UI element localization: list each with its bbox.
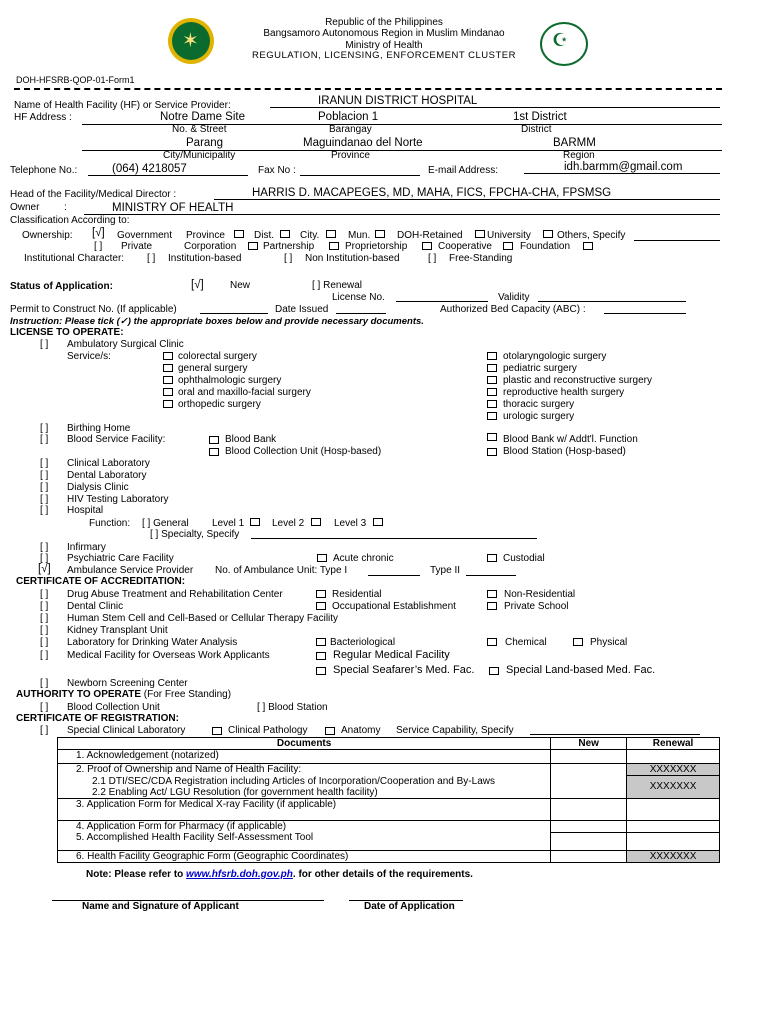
validity-line[interactable]	[538, 301, 686, 302]
service-checkbox[interactable]	[487, 412, 497, 420]
renewal-cell: XXXXXXX	[627, 776, 720, 799]
dialysis-label: Dialysis Clinic	[67, 482, 129, 493]
service-left-3: oral and maxillo-facial surgery	[178, 387, 311, 398]
acute-chronic-checkbox[interactable]	[317, 554, 327, 562]
permit-line[interactable]	[200, 313, 268, 314]
document-name: 4. Application Form for Pharmacy (if applicable)	[58, 820, 551, 832]
service-checkbox[interactable]	[487, 388, 497, 396]
private-school-label: Private School	[504, 601, 569, 612]
physical-checkbox[interactable]	[573, 638, 583, 646]
custodial-label: Custodial	[503, 553, 545, 564]
private-label: Private	[121, 241, 153, 252]
service-left-4: orthopedic surgery	[178, 399, 261, 410]
renewal-cell[interactable]	[627, 750, 720, 764]
owner-label: Owner	[10, 202, 40, 213]
table-row	[58, 764, 720, 776]
table-row	[58, 750, 720, 764]
government-check[interactable]: [√]	[92, 227, 105, 239]
service-capability-label: Service Capability, Specify	[396, 725, 514, 736]
special-lab-bracket[interactable]: [ ]	[40, 725, 49, 736]
level1-checkbox[interactable]	[250, 518, 260, 526]
header-line2: Bangsamoro Autonomous Region in Muslim Mindanao	[263, 28, 505, 39]
new-cell[interactable]	[551, 798, 627, 820]
seafarer-label: Special Seafarer’s Med. Fac.	[333, 664, 475, 676]
blood-bank-checkbox[interactable]	[209, 436, 219, 444]
header-line1: Republic of the Philippines	[325, 17, 443, 28]
cooperative-checkbox[interactable]	[503, 242, 513, 250]
renewal-cell: XXXXXXX	[627, 850, 720, 862]
type2-line[interactable]	[466, 575, 516, 576]
type1-line[interactable]	[368, 575, 420, 576]
requirements-note	[86, 869, 473, 880]
permit-label: Permit to Construct No. (If applicable)	[10, 304, 177, 315]
date-issued-label: Date Issued	[275, 304, 329, 315]
region-value[interactable]: BARMM	[553, 137, 596, 149]
table-header-row	[58, 738, 720, 750]
telephone-value[interactable]: (064) 4218057	[88, 163, 248, 176]
chemical-label: Chemical	[505, 637, 547, 648]
ofw-label: Medical Facility for Overseas Work Applicants	[67, 650, 270, 661]
hiv-label: HIV Testing Laboratory	[67, 494, 169, 505]
email-value[interactable]: idh.barmm@gmail.com	[524, 161, 720, 174]
custodial-checkbox[interactable]	[487, 554, 497, 562]
service-right-3: reproductive health surgery	[503, 387, 625, 398]
authority-title: AUTHORITY TO OPERATE	[16, 689, 142, 700]
document-name: 5. Accomplished Health Facility Self-Assessment Tool	[58, 832, 551, 850]
province-caption: Province	[331, 150, 370, 161]
renewal-header: Renewal	[627, 738, 720, 750]
water-bracket[interactable]: [ ]	[40, 637, 49, 648]
new-header: New	[551, 738, 627, 750]
occupational-checkbox[interactable]	[316, 602, 326, 610]
blood-collection-ato-label: Blood Collection Unit	[67, 702, 160, 713]
new-cell[interactable]	[551, 832, 627, 850]
service-checkbox[interactable]	[163, 364, 173, 372]
dental-clinic-bracket[interactable]: [ ]	[40, 601, 49, 612]
free-standing-bracket[interactable]: [ ]	[428, 253, 437, 264]
owner-colon: :	[64, 202, 67, 213]
dental-lab-bracket[interactable]: [ ]	[40, 470, 49, 481]
service-checkbox[interactable]	[487, 376, 497, 384]
private-school-checkbox[interactable]	[487, 602, 497, 610]
telephone-label: Telephone No.:	[10, 165, 78, 176]
type2-label: Type II	[430, 565, 461, 576]
blood-bank-addtl-checkbox[interactable]	[487, 433, 497, 441]
facility-name-label: Name of Health Facility (HF) or Service Provider:	[14, 100, 231, 111]
region-caption: Region	[563, 150, 595, 161]
ambulance-check[interactable]: [√]	[38, 563, 51, 575]
owner-value[interactable]: MINISTRY OF HEALTH	[84, 202, 720, 215]
foundation-checkbox[interactable]	[583, 242, 593, 250]
barangay-caption: Barangay	[329, 124, 372, 135]
document-name: 2.1 DTI/SEC/CDA Registration including Articles of Incorporation/Cooperation and By-Laws	[58, 776, 551, 787]
function-specialty[interactable]: [ ] Specialty, Specify	[150, 529, 240, 540]
asc-bracket[interactable]: [ ]	[40, 339, 49, 350]
hospital-bracket[interactable]: [ ]	[40, 505, 49, 516]
city-value[interactable]: Parang	[186, 137, 224, 149]
license-no-label: License No.	[332, 292, 385, 303]
status-label: Status of Application:	[10, 281, 113, 292]
specialty-line[interactable]	[251, 538, 537, 539]
validity-label: Validity	[498, 292, 530, 303]
date-label: Date of Application	[364, 901, 455, 912]
new-cell[interactable]	[551, 750, 627, 764]
document-name: 2.2 Enabling Act/ LGU Resolution (for government health facility)	[58, 787, 551, 799]
proprietorship-option: Proprietorship	[345, 241, 408, 252]
blood-station-ato[interactable]: [ ] Blood Station	[257, 702, 328, 713]
fax-field[interactable]	[300, 163, 420, 176]
table-row	[58, 832, 720, 850]
residential-label: Residential	[332, 589, 382, 600]
psychiatric-bracket[interactable]: [ ]	[40, 553, 49, 564]
institution-based-bracket[interactable]: [ ]	[147, 253, 156, 264]
doh-retained-checkbox[interactable]	[475, 230, 485, 238]
non-institution-label: Non Institution-based	[305, 253, 400, 264]
table-row	[58, 820, 720, 832]
dental-lab-label: Dental Laboratory	[67, 470, 147, 481]
service-right-1: pediatric surgery	[503, 363, 577, 374]
province-checkbox[interactable]	[234, 230, 244, 238]
special-lab-label: Special Clinical Laboratory	[67, 725, 186, 736]
authority-subtitle: (For Free Standing)	[143, 689, 232, 700]
address-label: HF Address :	[14, 112, 72, 123]
level3-checkbox[interactable]	[373, 518, 383, 526]
blood-station-checkbox[interactable]	[487, 448, 497, 456]
kidney-bracket[interactable]: [ ]	[40, 625, 49, 636]
asc-label: Ambulatory Surgical Clinic	[67, 339, 184, 350]
clinical-lab-bracket[interactable]: [ ]	[40, 458, 49, 469]
level1-label: Level 1	[212, 518, 245, 529]
authority-heading	[16, 689, 231, 700]
blood-bank-addtl-label: Blood Bank w/ Addt'l. Function	[503, 434, 638, 445]
city-checkbox[interactable]	[326, 230, 336, 238]
table-row	[58, 798, 720, 820]
free-standing-label: Free-Standing	[449, 253, 513, 264]
status-renewal[interactable]: [ ] Renewal	[312, 280, 363, 291]
others-specify-line	[634, 240, 720, 241]
ambulance-label: Ambulance Service Provider	[67, 565, 194, 576]
district-caption: District	[521, 124, 552, 135]
fax-label: Fax No :	[258, 165, 296, 176]
renewal-cell[interactable]	[627, 832, 720, 850]
abc-line[interactable]	[604, 313, 686, 314]
renewal-cell[interactable]	[627, 820, 720, 832]
function-label: Function:	[89, 518, 131, 529]
new-cell[interactable]	[551, 820, 627, 832]
corporation-checkbox[interactable]	[248, 242, 258, 250]
service-right-5: urologic surgery	[503, 411, 575, 422]
blood-collection-checkbox[interactable]	[209, 448, 219, 456]
clinical-lab-label: Clinical Laboratory	[67, 458, 150, 469]
service-checkbox[interactable]	[487, 400, 497, 408]
regular-med-checkbox[interactable]	[316, 652, 326, 660]
instruction-text: Instruction: Please tick (✓) the appropriate boxes below and provide necessary documents.	[10, 316, 424, 327]
note-prefix: Note: Please refer to	[86, 869, 184, 880]
form-code: DOH-HFSRB-QOP-01-Form1	[16, 75, 135, 85]
hfsrb-link[interactable]: www.hfsrb.doh.gov.ph	[186, 869, 293, 880]
new-cell[interactable]	[551, 764, 627, 776]
corporation-option: Corporation	[184, 241, 237, 252]
signature-label: Name and Signature of Applicant	[82, 901, 239, 912]
email-label: E-mail Address:	[428, 165, 499, 176]
level3-label: Level 3	[334, 518, 367, 529]
ofw-bracket[interactable]: [ ]	[40, 650, 49, 661]
document-name: 2. Proof of Ownership and Name of Health Facility:	[58, 764, 551, 776]
regular-med-label: Regular Medical Facility	[333, 649, 450, 661]
bacteriological-checkbox[interactable]	[316, 638, 326, 646]
service-right-0: otolaryngologic surgery	[503, 351, 607, 362]
hospital-label: Hospital	[67, 505, 104, 516]
private-bracket[interactable]: [ ]	[94, 241, 103, 252]
government-label: Government	[117, 230, 173, 241]
renewal-cell[interactable]	[627, 798, 720, 820]
birthing-bracket[interactable]: [ ]	[40, 423, 49, 434]
new-cell[interactable]	[551, 776, 627, 787]
ownership-label: Ownership:	[22, 230, 73, 241]
stem-cell-label: Human Stem Cell and Cell-Based or Cellular Therapy Facility	[67, 613, 339, 624]
dental-clinic-label: Dental Clinic	[67, 601, 124, 612]
blood-collection-ato-bracket[interactable]: [ ]	[40, 702, 49, 713]
documents-table	[57, 737, 720, 863]
university-option: University	[487, 230, 531, 241]
barmm-seal-icon: ✶	[168, 18, 214, 64]
infirmary-label: Infirmary	[67, 542, 106, 553]
street-caption: No. & Street	[172, 124, 227, 135]
table-row	[58, 787, 720, 799]
level2-checkbox[interactable]	[311, 518, 321, 526]
status-new-check[interactable]: [√]	[191, 279, 204, 291]
level2-label: Level 2	[272, 518, 305, 529]
new-cell[interactable]	[551, 787, 627, 799]
seafarer-checkbox[interactable]	[316, 667, 326, 675]
service-right-2: plastic and reconstructive surgery	[503, 375, 652, 386]
non-residential-label: Non-Residential	[504, 589, 576, 600]
table-row	[58, 850, 720, 862]
head-label: Head of the Facility/Medical Director :	[10, 189, 177, 200]
non-institution-bracket[interactable]: [ ]	[284, 253, 293, 264]
psychiatric-label: Psychiatric Care Facility	[67, 553, 174, 564]
proprietorship-checkbox[interactable]	[422, 242, 432, 250]
city-option: City.	[300, 230, 320, 241]
dist-checkbox[interactable]	[280, 230, 290, 238]
document-name: 3. Application Form for Medical X-ray Facility (if applicable)	[58, 798, 551, 820]
services-label: Service/s:	[67, 351, 111, 362]
land-based-checkbox[interactable]	[489, 667, 499, 675]
header-divider	[14, 88, 722, 90]
chemical-checkbox[interactable]	[487, 638, 497, 646]
moh-seal-icon: ☪	[540, 22, 588, 66]
dialysis-bracket[interactable]: [ ]	[40, 482, 49, 493]
dist-option: Dist.	[254, 230, 274, 241]
street-value[interactable]: Notre Dame Site	[160, 111, 246, 123]
ambulance-units-label: No. of Ambulance Unit: Type I	[215, 565, 348, 576]
service-checkbox[interactable]	[487, 352, 497, 360]
province-option: Province	[186, 230, 225, 241]
table-row	[58, 776, 720, 787]
drug-abuse-bracket[interactable]: [ ]	[40, 589, 49, 600]
blood-bank-label: Blood Bank	[225, 434, 277, 445]
university-checkbox[interactable]	[543, 230, 553, 238]
renewal-cell: XXXXXXX	[627, 764, 720, 776]
blood-collection-label: Blood Collection Unit (Hosp-based)	[225, 446, 382, 457]
hiv-bracket[interactable]: [ ]	[40, 494, 49, 505]
blood-service-bracket[interactable]: [ ]	[40, 434, 49, 445]
facility-name-value[interactable]: IRANUN DISTRICT HOSPITAL	[270, 95, 720, 108]
newborn-label: Newborn Screening Center	[67, 678, 188, 689]
document-name: 1. Acknowledgement (notarized)	[58, 750, 551, 764]
infirmary-bracket[interactable]: [ ]	[40, 542, 49, 553]
service-left-0: colorectal surgery	[178, 351, 257, 362]
service-checkbox[interactable]	[487, 364, 497, 372]
occupational-label: Occupational Establishment	[332, 601, 456, 612]
status-new-label: New	[230, 280, 251, 291]
service-right-4: thoracic surgery	[503, 399, 575, 410]
clinical-pathology-label: Clinical Pathology	[228, 725, 308, 736]
service-checkbox[interactable]	[163, 352, 173, 360]
blood-service-label: Blood Service Facility:	[67, 434, 166, 445]
function-general[interactable]: [ ] General	[142, 518, 189, 529]
accreditation-title: CERTIFICATE OF ACCREDITATION:	[16, 576, 186, 587]
anatomy-checkbox[interactable]	[325, 727, 335, 735]
new-cell[interactable]	[551, 850, 627, 862]
header-line4: REGULATION, LICENSING, ENFORCEMENT CLUSTER	[252, 50, 516, 61]
province-value[interactable]: Maguindanao del Norte	[303, 137, 423, 149]
service-left-2: ophthalmologic surgery	[178, 375, 282, 386]
registration-title: CERTIFICATE OF REGISTRATION:	[16, 713, 179, 724]
abc-label: Authorized Bed Capacity (ABC) :	[440, 304, 586, 315]
non-residential-checkbox[interactable]	[487, 590, 497, 598]
license-title: LICENSE TO OPERATE:	[10, 327, 124, 338]
documents-header: Documents	[58, 738, 551, 750]
note-suffix: . for other details of the requirements.	[292, 869, 473, 880]
blood-station-label: Blood Station (Hosp-based)	[503, 446, 626, 457]
partnership-option: Partnership	[263, 241, 315, 252]
newborn-bracket[interactable]: [ ]	[40, 678, 49, 689]
land-based-label: Special Land-based Med. Fac.	[506, 664, 656, 676]
drug-abuse-label: Drug Abuse Treatment and Rehabilitation Center	[67, 589, 283, 600]
birthing-label: Birthing Home	[67, 423, 131, 434]
barangay-value[interactable]: Poblacion 1	[318, 111, 379, 123]
foundation-option: Foundation	[520, 241, 571, 252]
service-capability-line[interactable]	[530, 734, 700, 735]
city-caption: City/Municipality	[163, 150, 236, 161]
header-line3: Ministry of Health	[345, 40, 423, 51]
partnership-checkbox[interactable]	[329, 242, 339, 250]
service-left-1: general surgery	[178, 363, 248, 374]
classification-title: Classification According to:	[10, 215, 130, 226]
service-checkbox[interactable]	[163, 400, 173, 408]
district-value[interactable]: 1st District	[513, 111, 567, 123]
kidney-label: Kidney Transplant Unit	[67, 625, 168, 636]
service-checkbox[interactable]	[163, 376, 173, 384]
mun-checkbox[interactable]	[375, 230, 385, 238]
date-issued-line[interactable]	[336, 313, 386, 314]
institution-based-label: Institution-based	[168, 253, 242, 264]
stem-cell-bracket[interactable]: [ ]	[40, 613, 49, 624]
doh-retained-option: DOH-Retained	[397, 230, 463, 241]
license-no-line[interactable]	[396, 301, 488, 302]
service-checkbox[interactable]	[163, 388, 173, 396]
institutional-label: Institutional Character:	[24, 253, 125, 264]
cooperative-option: Cooperative	[438, 241, 492, 252]
bacteriological-label: Bacteriological	[330, 637, 396, 648]
anatomy-label: Anatomy	[341, 725, 381, 736]
acute-chronic-label: Acute chronic	[333, 553, 394, 564]
clinical-pathology-checkbox[interactable]	[212, 727, 222, 735]
physical-label: Physical	[590, 637, 628, 648]
residential-checkbox[interactable]	[316, 590, 326, 598]
others-option: Others, Specify	[557, 230, 626, 241]
document-name: 6. Health Facility Geographic Form (Geographic Coordinates)	[58, 850, 551, 862]
water-label: Laboratory for Drinking Water Analysis	[67, 637, 238, 648]
head-value[interactable]: HARRIS D. MACAPEGES, MD, MAHA, FICS, FPCHA-CHA, FPSMSG	[214, 187, 720, 200]
mun-option: Mun.	[348, 230, 371, 241]
